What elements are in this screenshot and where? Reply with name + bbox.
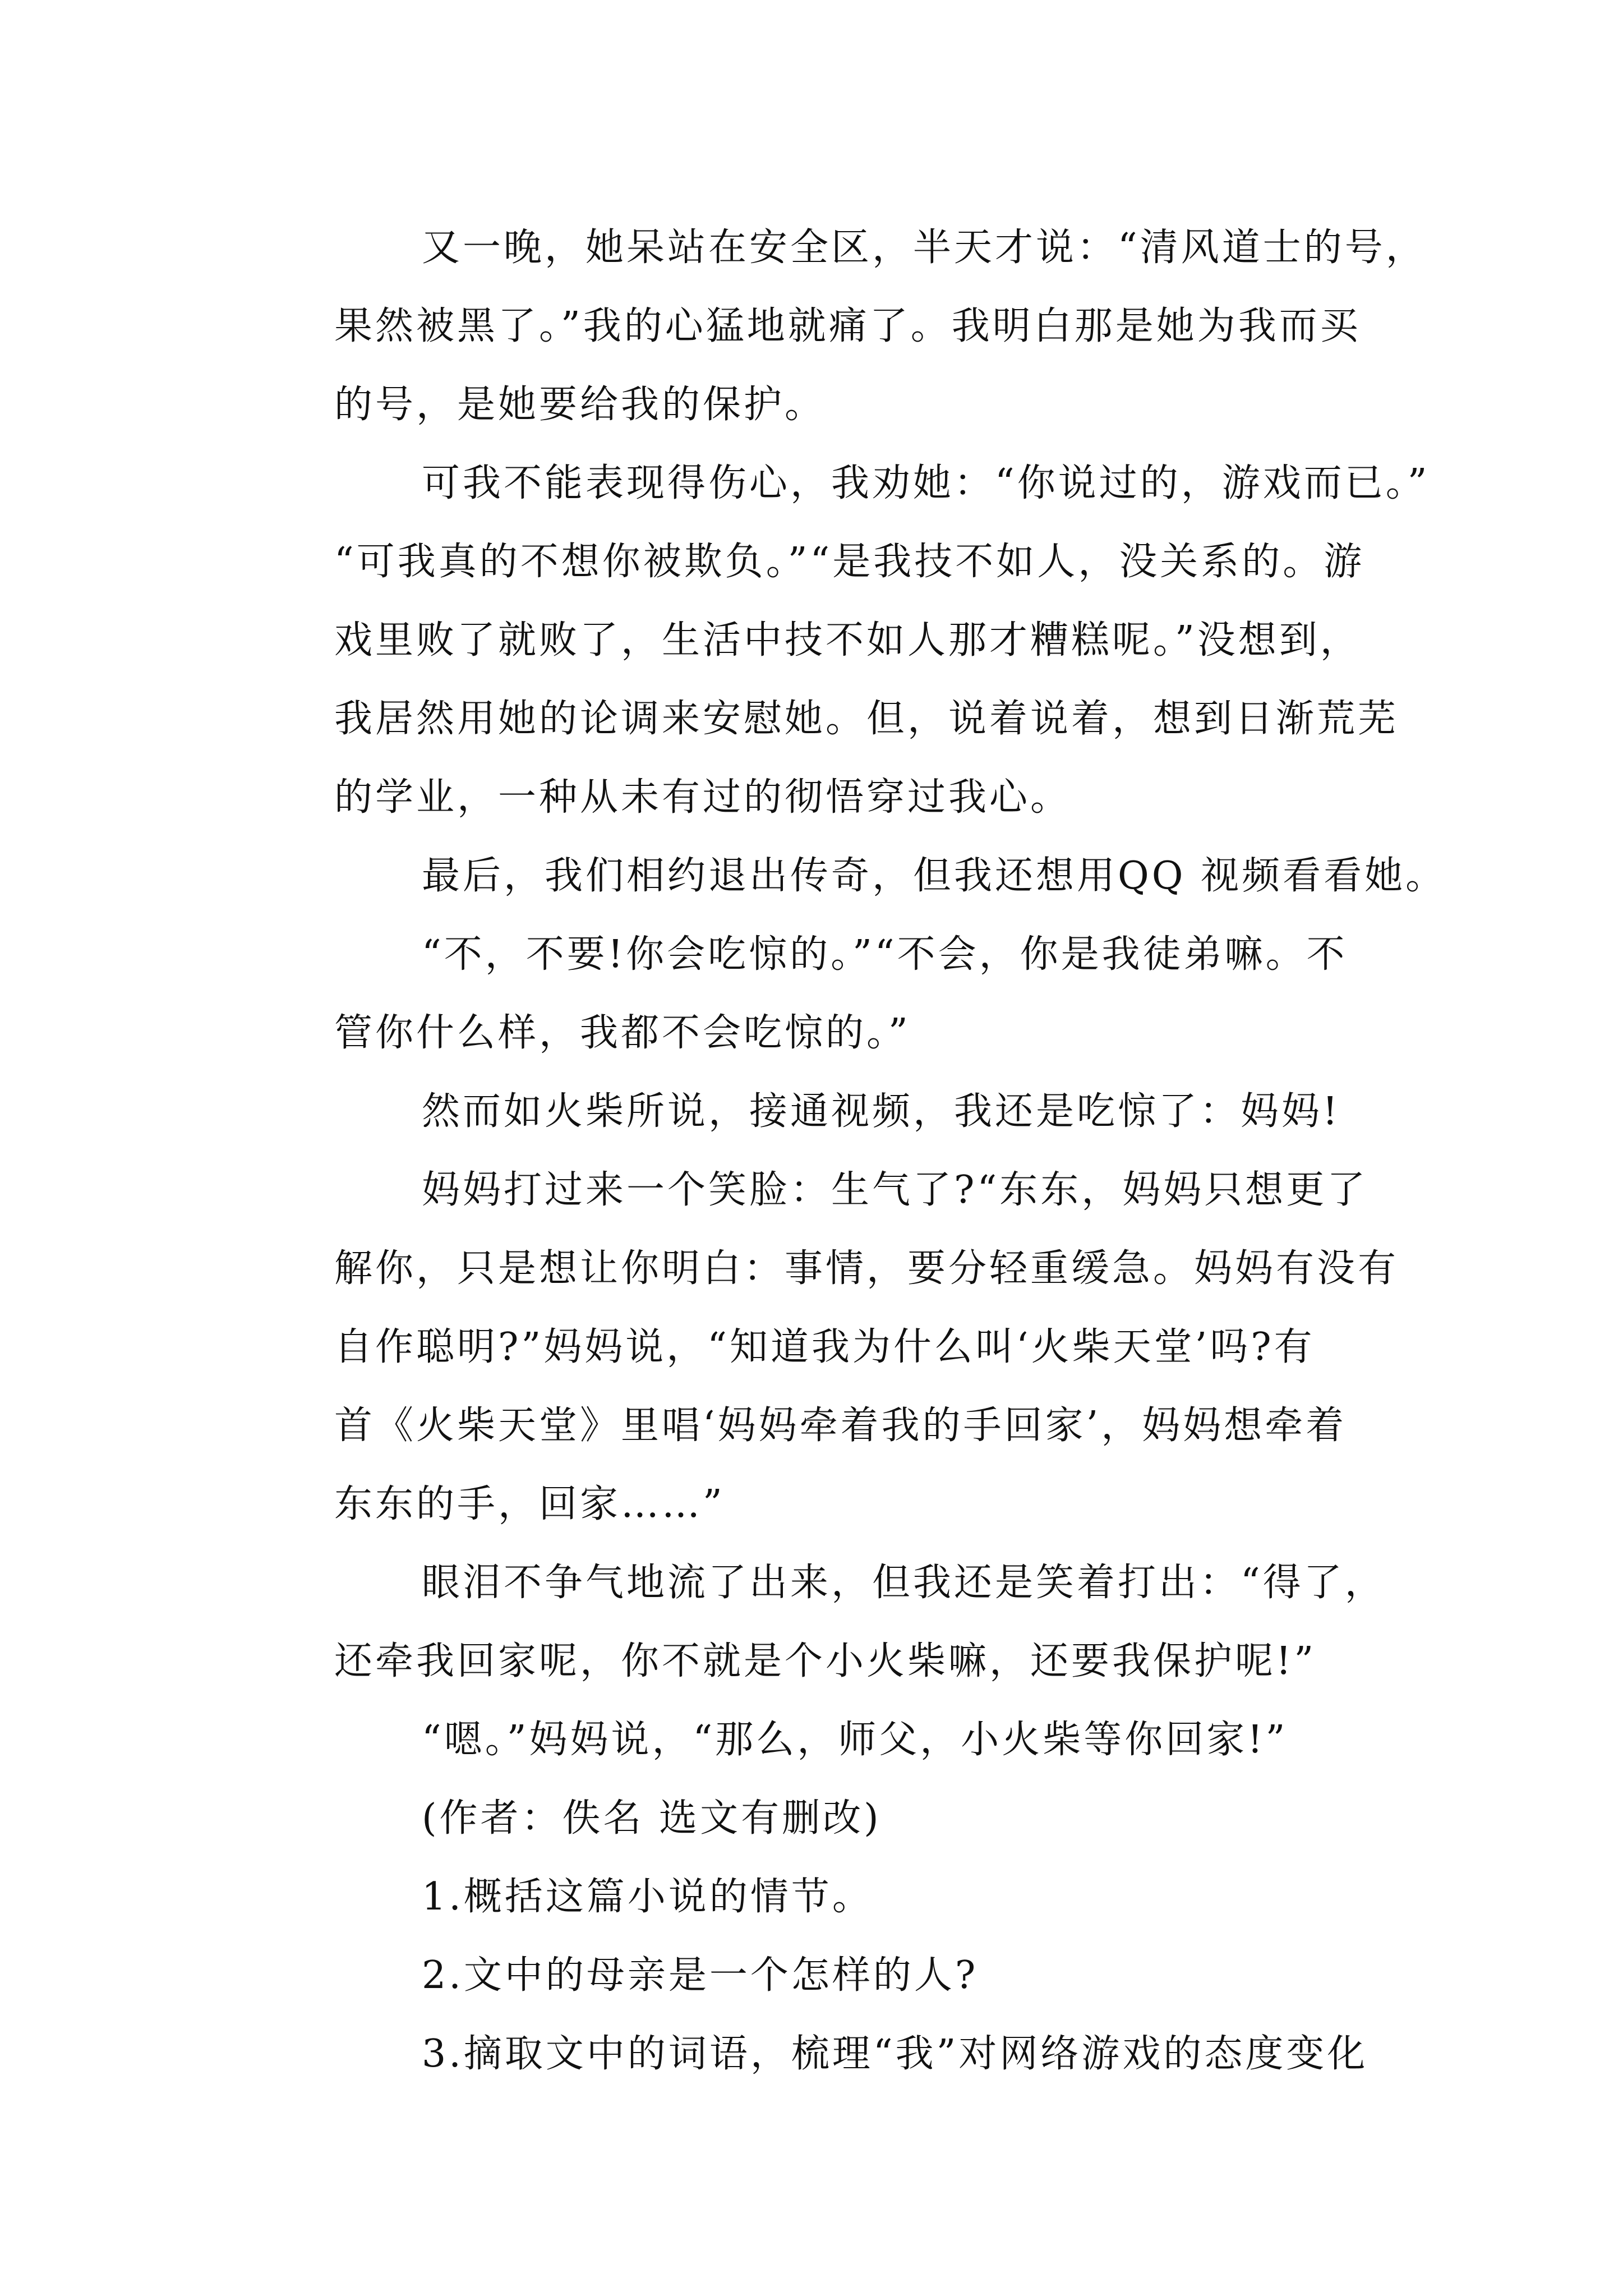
text-line: 又一晚，她呆站在安全区，半天才说：“清风道士的号， xyxy=(422,226,1427,270)
text-line: 然而如火柴所说，接通视频，我还是吃惊了：妈妈! xyxy=(422,1089,1341,1134)
text-line: 我居然用她的论调来安慰她。但，说着说着，想到日渐荒芜 xyxy=(334,697,1399,741)
text-line: 的号，是她要给我的保护。 xyxy=(334,383,826,427)
paragraph-mother-message xyxy=(247,1151,1399,1544)
text-line: 解你，只是想让你明白：事情，要分轻重缓急。妈妈有没有 xyxy=(334,1246,1399,1291)
text-line: “嗯。”妈妈说，“那么，师父，小火柴等你回家!” xyxy=(422,1718,1288,1762)
text-line: 3.摘取文中的词语，梳理“我”对网络游戏的态度变化 xyxy=(422,2032,1368,2076)
paragraph-account-hacked xyxy=(247,209,1427,444)
text-line: 管你什么样，我都不会吃惊的。” xyxy=(334,1011,911,1055)
text-line: 戏里败了就败了，生活中技不如人那才糟糕呢。”没想到， xyxy=(334,618,1361,662)
author-note xyxy=(247,1779,1396,1858)
text-line: “可我真的不想你被欺负。”“是我技不如人，没关系的。游 xyxy=(334,540,1365,584)
question-1 xyxy=(247,1858,1396,1936)
text-line: 最后，我们相约退出传奇，但我还想用QQ 视频看看她。 xyxy=(422,854,1447,898)
paragraph-quit-game xyxy=(247,837,1447,915)
text-line: 1.概括这篇小说的情节。 xyxy=(422,1875,873,1919)
document-body xyxy=(247,209,1447,2093)
text-line: 可我不能表现得伤心，我劝她：“你说过的，游戏而已。” xyxy=(422,461,1430,505)
paragraph-video-dialogue xyxy=(247,915,1396,1073)
question-2 xyxy=(247,1936,1396,2015)
text-line: 眼泪不争气地流了出来，但我还是笑着打出：“得了， xyxy=(422,1561,1386,1605)
text-line: 2.文中的母亲是一个怎样的人? xyxy=(422,1953,979,1998)
text-line: 还牵我回家呢，你不就是个小火柴嘛，还要我保护呢!” xyxy=(334,1639,1317,1683)
text-line: 首《火柴天堂》里唱‘妈妈牵着我的手回家’，妈妈想牵着 xyxy=(334,1404,1347,1448)
text-line: 东东的手，回家……” xyxy=(334,1482,725,1526)
text-line: 的学业，一种从未有过的彻悟穿过我心。 xyxy=(334,775,1072,820)
text-line: 果然被黑了。”我的心猛地就痛了。我明白那是她为我而买 xyxy=(334,304,1361,348)
paragraph-surprise xyxy=(247,1073,1396,1151)
paragraph-ending xyxy=(247,1701,1396,1779)
text-line: 妈妈打过来一个笑脸：生气了?“东东，妈妈只想更了 xyxy=(422,1168,1368,1212)
text-line: (作者：佚名 选文有删改) xyxy=(422,1796,882,1841)
question-3 xyxy=(247,2015,1396,2093)
text-line: “不，不要!你会吃惊的。”“不会，你是我徒弟嘛。不 xyxy=(422,932,1348,977)
text-line: 自作聪明?”妈妈说，“知道我为什么叫‘火柴天堂’吗?有 xyxy=(334,1325,1315,1369)
paragraph-comfort xyxy=(247,444,1430,837)
paragraph-tears xyxy=(247,1544,1396,1701)
